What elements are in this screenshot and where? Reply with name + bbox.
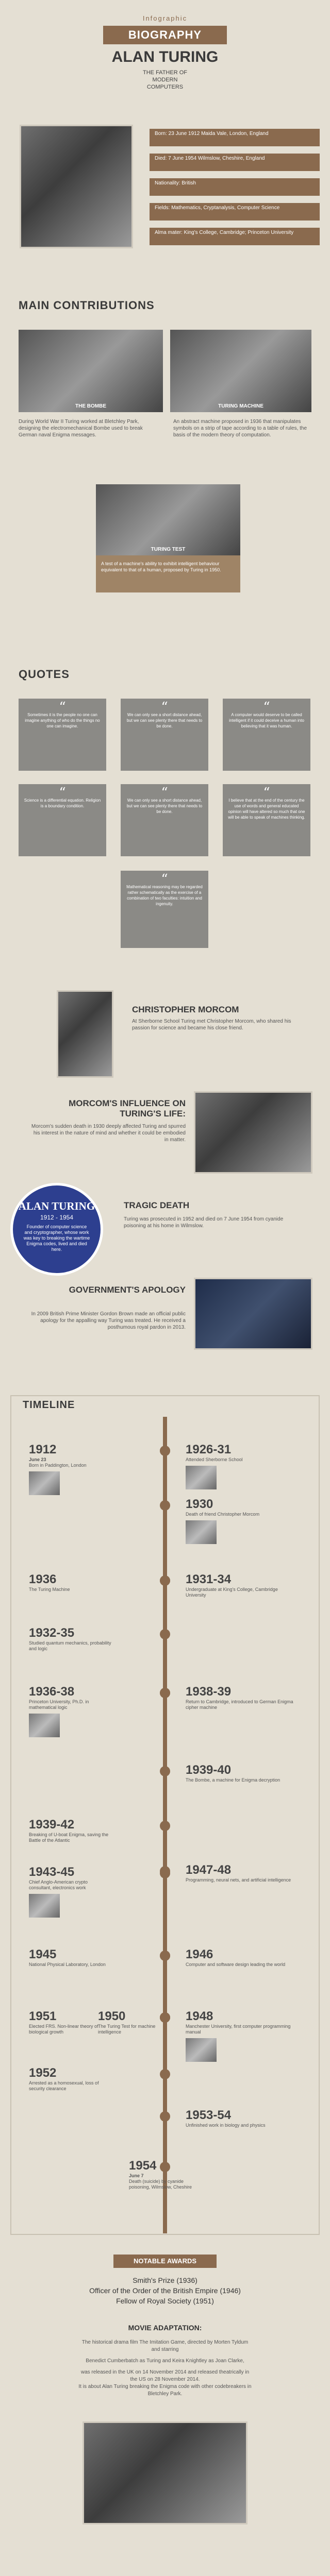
timeline-year: 1932-35 (29, 1626, 75, 1640)
timeline-photo (186, 2038, 217, 2062)
timeline-event (186, 2009, 299, 2062)
bombe-caption: THE BOMBE (75, 403, 106, 409)
quote-card (223, 699, 310, 771)
timeline-text: The Bombe, a machine for Enigma decryption (186, 1777, 280, 1783)
timeline-event (186, 1497, 299, 1544)
quote-mark-icon: “ (161, 872, 168, 887)
timeline-dot (160, 1766, 170, 1776)
timeline-dot (160, 1866, 170, 1876)
timeline-text: Death of friend Christopher Morcom (186, 1512, 260, 1517)
timeline-year: 1951 (29, 2009, 57, 2023)
timeline-dot (160, 2162, 170, 2172)
quote-mark-icon: “ (59, 700, 66, 715)
turing-test-description: A test of a machine's ability to exhibit intelligent behaviour equivalent to that of a human, proposed by Turing in 1950. (101, 561, 221, 572)
timeline-event (186, 1863, 299, 1883)
quote-card (223, 784, 310, 856)
turing-machine-caption: TURING MACHINE (218, 403, 263, 409)
timeline-text: Studied quantum mechanics, probability and logic (29, 1640, 111, 1651)
movie-still (82, 2421, 248, 2524)
portrait-photo (20, 125, 133, 248)
timeline-text: Chief Anglo-American crypto consultant, electronics work (29, 1879, 88, 1890)
timeline-year: 1912 (29, 1443, 57, 1456)
timeline-text: Death (suicide) by cyanide poisoning, Wilmslow, Cheshire (129, 2179, 192, 2190)
section-title-timeline: TIMELINE (23, 1399, 75, 1411)
timeline-event (186, 1685, 299, 1710)
timeline-text: Manchester University, first computer programming manual (186, 2024, 291, 2035)
timeline-year: 1926-31 (186, 1443, 232, 1456)
timeline-year: 1938-39 (186, 1685, 232, 1699)
timeline-event (29, 1685, 111, 1737)
plaque-years: 1912 - 1954 (40, 1214, 74, 1221)
timeline-year: 1931-34 (186, 1572, 232, 1586)
timeline-text: Attended Sherborne School (186, 1457, 243, 1462)
turing-machine-description: An abstract machine proposed in 1936 that manipulates symbols on a strip of tape according to a table of rules, the basis of the modern theory of computation. (173, 419, 307, 438)
quote-text: We can only see a short distance ahead, but we can see plenty there that needs to be done. (126, 798, 203, 814)
quote-text: Sometimes it is the people no one can imagine anything of who do the things no one can imagine. (25, 713, 100, 728)
movie-line: was released in the UK on 14 November 2014 and released theatrically in the US on 28 November 2014. (80, 2369, 250, 2382)
quote-mark-icon: “ (59, 785, 66, 801)
timeline-dot (160, 2069, 170, 2079)
infographic-label: Infographic (142, 14, 188, 22)
page-title: BIOGRAPHY (103, 26, 227, 44)
movie-line: Benedict Cumberbatch as Turing and Keira Knightley as Joan Clarke, (86, 2358, 244, 2364)
apology-title: GOVERNMENT'S APOLOGY (69, 1285, 186, 1295)
timeline-year: 1950 (98, 2009, 126, 2023)
quote-text: A computer would deserve to be called intelligent if it could deceive a human into believing that it was human. (229, 713, 304, 728)
timeline-text: Princeton University, Ph.D. in mathematical logic (29, 1699, 89, 1710)
timeline-dot (160, 2012, 170, 2023)
timeline-year: 1953-54 (186, 2108, 232, 2122)
timeline-year: 1939-40 (186, 1763, 232, 1777)
blue-plaque (10, 1183, 103, 1276)
timeline-dot (160, 1688, 170, 1698)
timeline-date: June 23 (29, 1457, 46, 1462)
timeline-text: Arrested as a homosexual, loss of security clearance (29, 2080, 99, 2091)
plaque-text: Founder of computer science and cryptographer, whose work was key to breaking the wartime Enigma codes, lived and died here. (23, 1224, 90, 1252)
quote-card (121, 699, 208, 771)
timeline-event (98, 2009, 165, 2035)
awards-title: NOTABLE AWARDS (113, 2255, 217, 2268)
timeline-dot (160, 1951, 170, 1961)
turing-test-panel (96, 484, 240, 592)
timeline-year: 1952 (29, 2066, 57, 2080)
morcom-title: CHRISTOPHER MORCOM (132, 1005, 239, 1014)
timeline-year: 1946 (186, 1947, 213, 1961)
timeline-event (29, 1865, 111, 1918)
timeline-text: Breaking of U-boat Enigma, saving the Battle of the Atlantic (29, 1832, 109, 1843)
quote-text: We can only see a short distance ahead, but we can see plenty there that needs to be done. (126, 713, 203, 728)
timeline-event (186, 1763, 299, 1783)
timeline-year: 1936-38 (29, 1685, 75, 1699)
timeline-event (29, 2066, 111, 2092)
morcom-text: At Sherborne School Turing met Christopher Morcom, who shared his passion for science and became his close friend. (132, 1019, 291, 1031)
timeline-photo (186, 1466, 217, 1489)
timeline-event (29, 1443, 111, 1495)
timeline-year: 1954 (129, 2159, 157, 2173)
quote-mark-icon: “ (161, 700, 168, 715)
influence-text: Morcom's sudden death in 1930 deeply affected Turing and spurred his interest in the nature of mind and whether it could be embodied in matter. (31, 1124, 186, 1143)
timeline-event (186, 1443, 299, 1489)
fact-alma-mater: Alma mater: King's College, Cambridge; Princeton University (150, 228, 320, 245)
movie-line: The historical drama film The Imitation Game, directed by Morten Tyldum and starring (81, 2340, 249, 2352)
timeline-text: National Physical Laboratory, London (29, 1962, 106, 1967)
fact-nationality: Nationality: British (150, 178, 320, 196)
section-title-contributions: MAIN CONTRIBUTIONS (19, 299, 155, 312)
award-item: Fellow of Royal Society (1951) (116, 2297, 214, 2305)
timeline-event (29, 1626, 111, 1652)
timeline-dot (160, 2111, 170, 2122)
timeline-text: Return to Cambridge, introduced to German Enigma cipher machine (186, 1699, 293, 1710)
timeline-text: Elected FRS. Non-linear theory of biological growth (29, 2024, 98, 2035)
movie-title: MOVIE ADAPTATION: (128, 2324, 202, 2332)
timeline-text: Born in Paddington, London (29, 1463, 87, 1468)
influence-title: MORCOM'S INFLUENCE ON TURING'S LIFE: (69, 1098, 186, 1118)
quote-text: Science is a differential equation. Religion is a boundary condition. (24, 798, 101, 808)
timeline-dot (160, 1446, 170, 1456)
timeline-text: Unfinished work in biology and physics (186, 2123, 266, 2128)
timeline-text: The Turing Test for machine intelligence (98, 2024, 156, 2035)
quote-mark-icon: “ (263, 700, 270, 715)
award-item: Smith's Prize (1936) (133, 2276, 197, 2284)
turing-test-caption: TURING TEST (151, 547, 186, 552)
timeline-dot (160, 1629, 170, 1639)
turing-machine-image (170, 330, 311, 412)
quote-card (121, 871, 208, 948)
death-text: Turing was prosecuted in 1952 and died on 7 June 1954 from cyanide poisoning at his home in Wilmslow. (124, 1216, 284, 1229)
timeline-text: Computer and software design leading the world (186, 1962, 286, 1967)
quote-card (19, 699, 106, 771)
timeline-event (29, 1572, 111, 1592)
subtitle: THE FATHER OF MODERN COMPUTERS (143, 70, 187, 90)
timeline-year: 1939-42 (29, 1818, 75, 1832)
timeline-photo (29, 1471, 60, 1495)
quote-text: I believe that at the end of the century the use of words and general educated opinion will have altered so much that one will be able to speak of machines thinking. (228, 798, 305, 820)
timeline-year: 1947-48 (186, 1863, 232, 1877)
timeline-year: 1943-45 (29, 1865, 75, 1879)
quote-mark-icon: “ (263, 785, 270, 801)
section-title-quotes: QUOTES (19, 668, 70, 681)
school-photo (194, 1091, 312, 1174)
fact-died: Died: 7 June 1954 Wilmslow, Cheshire, England (150, 154, 320, 171)
timeline-text: Undergraduate at King's College, Cambridge University (186, 1587, 278, 1598)
timeline-year: 1948 (186, 2009, 213, 2023)
subject-name: ALAN TURING (111, 48, 219, 65)
quote-mark-icon: “ (161, 785, 168, 801)
apology-photo (194, 1278, 312, 1350)
timeline-photo (29, 1894, 60, 1918)
timeline-photo (186, 1520, 217, 1544)
death-title: TRAGIC DEATH (124, 1200, 190, 1210)
plaque-name: ALAN TURING (18, 1200, 95, 1212)
movie-line: It is about Alan Turing breaking the Enigma code with other codebreakers in Bletchley Park. (78, 2384, 252, 2397)
timeline-event (186, 2108, 299, 2128)
timeline-year: 1936 (29, 1572, 57, 1586)
award-item: Officer of the Order of the British Empire (1946) (89, 2286, 241, 2295)
bombe-description: During World War II Turing worked at Bletchley Park, designing the electromechanical Bombe used to break German naval Enigma messages. (19, 419, 143, 438)
movie-text (0, 2339, 330, 2398)
fact-fields: Fields: Mathematics, Cryptanalysis, Computer Science (150, 203, 320, 221)
timeline-date: June 7 (129, 2173, 144, 2178)
morcom-photo (57, 990, 113, 1078)
quote-text: Mathematical reasoning may be regarded rather schematically as the exercise of a combination of two faculties: intuition and ingenuity. (126, 885, 203, 906)
turing-test-image (96, 484, 240, 555)
awards-list (0, 2275, 330, 2306)
apology-text: In 2009 British Prime Minister Gordon Brown made an official public apology for the appalling way Turing was treated. He received a posthumous royal pardon in 2013. (31, 1311, 186, 1330)
timeline-text: Programming, neural nets, and artificial intelligence (186, 1877, 291, 1883)
quote-card (121, 784, 208, 856)
timeline-event (29, 1818, 111, 1843)
timeline-dot (160, 1575, 170, 1586)
fact-born: Born: 23 June 1912 Maida Vale, London, England (150, 129, 320, 146)
quote-card (19, 784, 106, 856)
bombe-image (19, 330, 163, 412)
timeline-year: 1945 (29, 1947, 57, 1961)
timeline-photo (29, 1714, 60, 1737)
timeline-year: 1930 (186, 1497, 213, 1511)
timeline-event (186, 1572, 299, 1598)
timeline-text: The Turing Machine (29, 1587, 70, 1592)
timeline-dot (160, 1500, 170, 1511)
timeline-dot (160, 1821, 170, 1831)
timeline-event (29, 1947, 111, 1968)
timeline-event (186, 1947, 299, 1968)
